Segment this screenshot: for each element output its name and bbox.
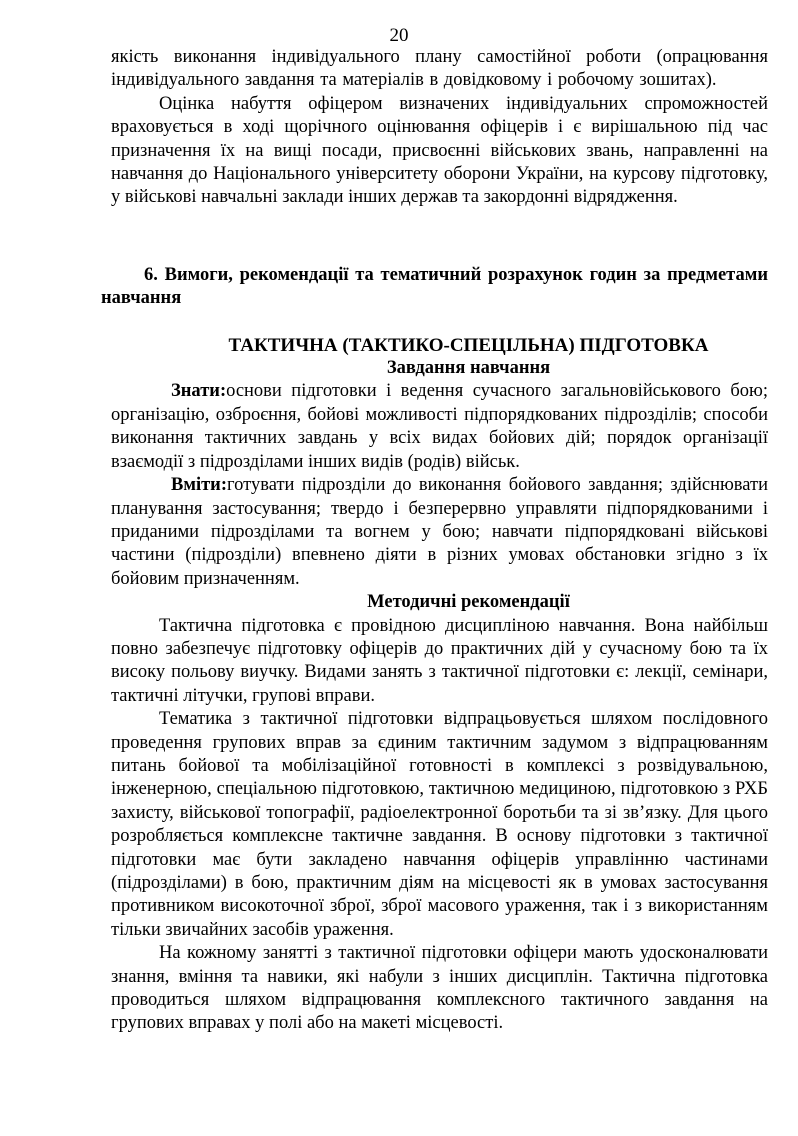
- paragraph-tactical-training: Тактична підготовка є провідною дисципліною навчання. Вона найбільш повно забезпечує підготовку офіцерів до практичних дій у сучасному бою та їх високу польову виучку. Видами занять з тактичної підготовки є: лекції, семінари, тактичні літучки, групові вправи.: [111, 615, 768, 706]
- can-text: готувати підрозділи до виконання бойового завдання; здійснювати планування застосування; твердо і безперервно управляти підпорядкованими і приданими підрозділами та вогнем у бою; навчати підпорядковані військові частини (підрозділи) впевнено діяти в різних умовах обстановки згідно з їх бойовим призначенням.: [111, 475, 768, 589]
- page-number: 20: [389, 25, 409, 46]
- subheading-training-tasks: Завдання навчання: [386, 358, 551, 379]
- paragraph-know: [111, 380, 768, 474]
- can-label: Вміти:: [171, 475, 227, 496]
- paragraph-topics: Тематика з тактичної підготовки відпрацьовується шляхом послідовного проведення групових вправ за єдиним тактичним задумом з відпрацюванням питань бойової та мобілізаційної готовності в комплексі з розвідувальною, інженерною, спеціальною підготовкою, тактичною медициною, підготовкою з РХБ захисту, військової топографії, радіоелектронної боротьби та зі зв’язку. Для цього розробляється комплексне тактичне завдання. В основу підготовки з тактичної підготовки має бути закладено навчання офіцерів управлінню частинами (підрозділами) в бою, практичним діям на місцевості як в умовах застосування противником високоточної зброї, зброї масового ураження, так і з використанням тільки звичайних засобів ураження.: [111, 709, 768, 940]
- know-label: Знати:: [171, 381, 227, 402]
- document-body: [101, 46, 768, 1036]
- paragraph-self-study: якість виконання індивідуального плану самостійної роботи (опрацювання індивідуального завдання та матеріалів в довідковому і робочому зошитах).: [111, 47, 768, 91]
- paragraph-can: [111, 474, 768, 591]
- paragraph-assessment: Оцінка набуття офіцером визначених індивідуальних спроможностей враховується в ході щорічного оцінювання офіцерів і є вирішальною під час призначення їх на вищі посади, присвоєнні військових звань, направленні на навчання до Національного університету оборони України, на курсову підготовку, у військові навчальні заклади інших держав та закордонні відрядження.: [111, 93, 768, 208]
- main-heading: ТАКТИЧНА (ТАКТИКО-СПЕЦІЛЬНА) ПІДГОТОВКА: [228, 334, 709, 356]
- paragraph-each-lesson: На кожному занятті з тактичної підготовки офіцери мають удосконалювати знання, вміння та навики, які набули з інших дисциплін. Тактична підготовка проводиться шляхом відпрацювання комплексного тактичного завдання на групових вправах у полі або на макеті місцевості.: [111, 943, 768, 1034]
- know-text: основи підготовки і ведення сучасного загальновійськового бою; організацію, озброєння, бойові можливості підпорядкованих підрозділів; способи виконання тактичних завдань у всіх видах бойових дій; порядок організації взаємодії з підрозділами інших видів (родів) військ.: [111, 381, 768, 472]
- subheading-methodical-recommendations: Методичні рекомендації: [367, 592, 570, 613]
- section-heading: 6. Вимоги, рекомендації та тематичний розрахунок годин за предметами навчання: [101, 264, 768, 309]
